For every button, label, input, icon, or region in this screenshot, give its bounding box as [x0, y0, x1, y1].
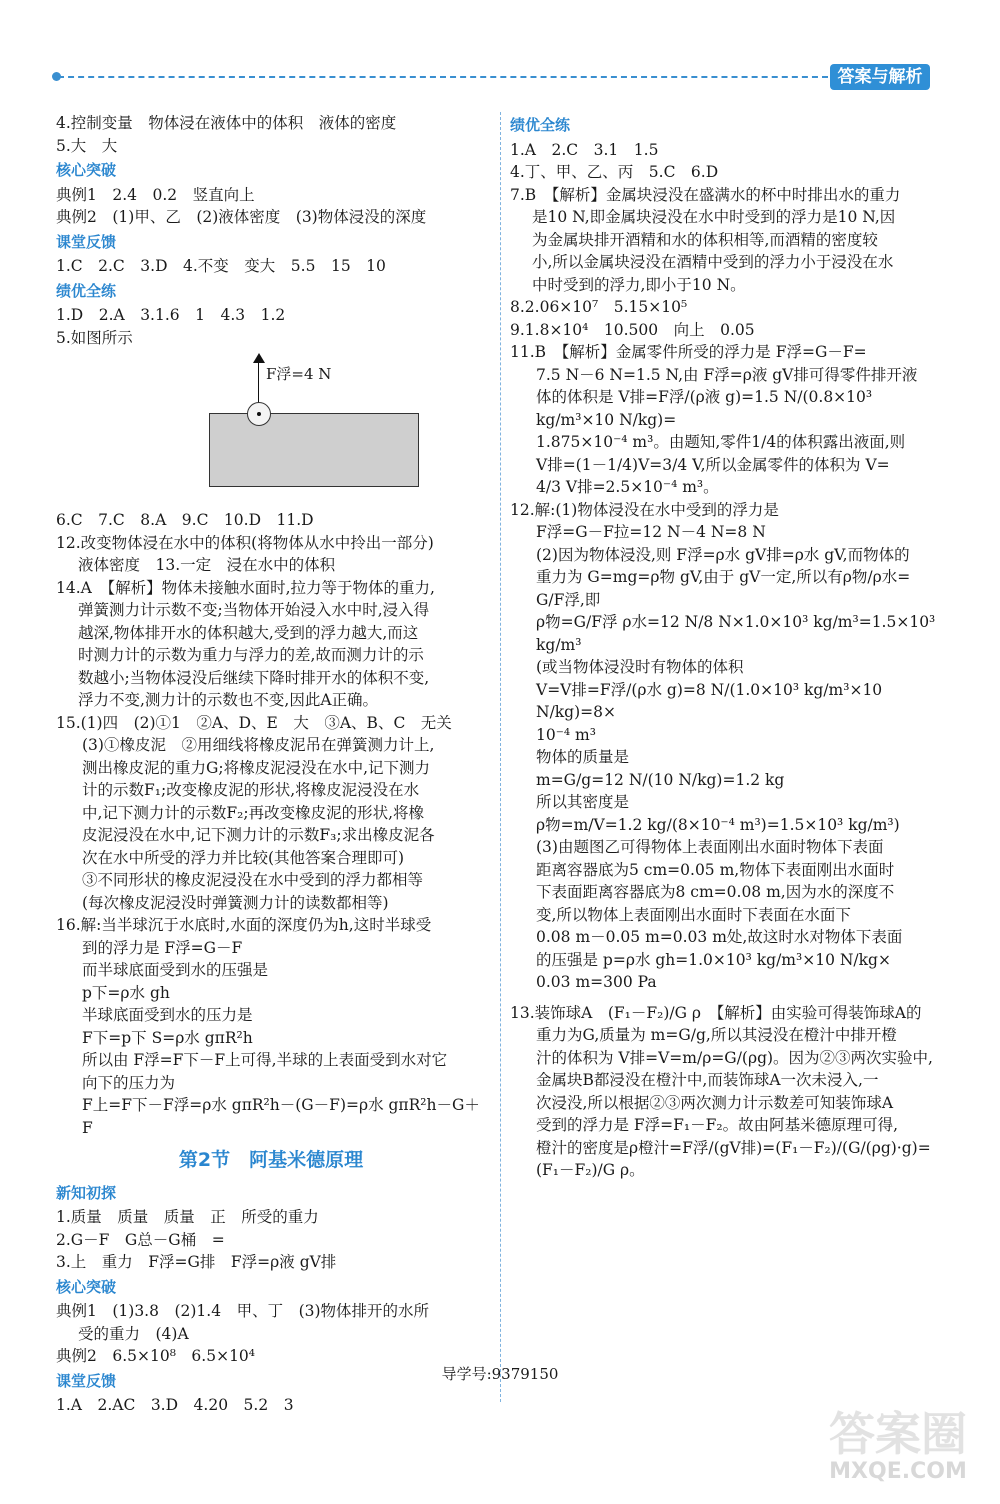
force-label: F浮=4 N — [266, 365, 332, 383]
answer-line: 16.解:当半球沉于水底时,水面的深度仍为h,这时半球受 — [56, 916, 432, 934]
answer-line: 为金属块排开酒精和水的体积相等,而酒精的密度较 — [532, 230, 878, 249]
answer-line: 8.2.06×10⁷ 5.15×10⁵ — [510, 298, 688, 316]
answer-line: 13.装饰球A (F₁－F₂)/G ρ 【解析】由实验可得装饰球A的 — [510, 1003, 922, 1022]
answer-line: 9.1.8×10⁴ 10.500 向上 0.05 — [510, 320, 755, 339]
header-badge: 答案与解析 — [830, 64, 930, 90]
answer-line: 3.上 重力 F浮=G排 F浮=ρ液 gV排 — [56, 1253, 337, 1271]
column-divider — [500, 112, 501, 1402]
answer-line: 典例2 (1)甲、乙 (2)液体密度 (3)物体浸没的深度 — [56, 208, 427, 226]
answer-line: F浮=G－F拉=12 N－4 N=8 N — [536, 523, 766, 541]
ball-center-dot — [257, 412, 261, 416]
question-13 — [510, 1002, 940, 1182]
answer-line: 浮力不变,测力计的示数也不变,因此A正确。 — [78, 691, 379, 709]
question-11 — [510, 341, 940, 499]
answer-line: 物体的质量是 — [536, 748, 630, 766]
answer-line: 到的浮力是 F浮=G－F — [82, 938, 243, 957]
question-15 — [56, 712, 486, 915]
answer-line: 次在水中所受的浮力并比较(其他答案合理即可) — [82, 848, 405, 867]
answer-line: 变,所以物体上表面刚出水面时下表面在水面下 — [536, 905, 851, 924]
answer-line: 而半球底面受到水的压强是 — [82, 961, 269, 979]
answer-line: 典例1 2.4 0.2 竖直向上 — [56, 185, 255, 204]
section-heading-core: 核心突破 — [56, 1277, 117, 1296]
answer-line: 4.丁、甲、乙、丙 5.C 6.D — [510, 163, 719, 181]
answer-line: 典例2 6.5×10⁸ 6.5×10⁴ — [56, 1347, 256, 1365]
answer-line: 皮泥浸没在水中,记下测力计的示数F₃;求出橡皮泥各 — [82, 826, 435, 844]
answer-line: V=V排=F浮/(ρ水 g)=8 N/(1.0×10³ kg/m³×10 N/kg)=8× — [536, 680, 888, 721]
answer-line: F上=F下－F浮=ρ水 gπR²h－(G－F)=ρ水 gπR²h－G＋F — [82, 1096, 480, 1137]
answer-line: (每次橡皮泥浸没时弹簧测力计的读数都相等) — [82, 893, 389, 912]
answer-line: 受的重力 (4)A — [78, 1324, 189, 1343]
answer-line: 金属块B都浸没在橙汁中,而装饰球A一次未浸入,一 — [536, 1071, 879, 1089]
answer-line: 小,所以金属块浸没在酒精中受到的浮力小于浸没在水 — [532, 253, 894, 271]
answer-line: 典例1 (1)3.8 (2)1.4 甲、丁 (3)物体排开的水所 — [56, 1302, 430, 1320]
answer-line: 所以其密度是 — [536, 793, 630, 811]
answer-line: F下=p下 S=ρ水 gπR²h — [82, 1028, 253, 1047]
answer-line: 14.A 【解析】物体未接触水面时,拉力等于物体的重力, — [56, 578, 435, 597]
answer-line: 是10 N,即金属块浸没在水中时受到的浮力是10 N,因 — [532, 208, 896, 226]
answer-line: 5.大 大 — [56, 136, 118, 155]
header-rule — [58, 76, 828, 78]
answer-line: 4.控制变量 物体浸在液体中的体积 液体的密度 — [56, 114, 397, 132]
question-7 — [510, 184, 940, 297]
answer-line: 7.5 N－6 N=1.5 N,由 F浮=ρ液 gV排可得零件排开液 — [536, 365, 918, 384]
answer-line: 中,记下测力计的示数F₂;再改变橡皮泥的形状,将橡 — [82, 803, 425, 822]
answer-line: 测出橡皮泥的重力G;将橡皮泥浸没在水中,记下测力 — [82, 758, 431, 777]
guide-number: 导学号:9379150 — [441, 1365, 559, 1383]
answer-line: 时测力计的示数为重力与浮力的差,故而测力计的示 — [78, 646, 424, 664]
answer-line: 橙汁的密度是ρ橙汁=F浮/(gV排)=(F₁－F₂)/(G/(ρg)·g)=(F₁－F₂)/G ρ。 — [536, 1138, 931, 1179]
answer-line: 数越小;当物体浸没后继续下降时排开水的体积不变, — [78, 668, 430, 687]
section-heading-class: 课堂反馈 — [56, 1371, 117, 1390]
chapter-title: 第2节 阿基米德原理 — [178, 1149, 364, 1171]
answer-line: 向下的压力为 — [82, 1073, 176, 1092]
section-heading-core: 核心突破 — [56, 161, 117, 179]
answer-line: ρ物=m/V=1.2 kg/(8×10⁻⁴ m³)=1.5×10³ kg/m³) — [536, 815, 900, 834]
answer-line: 重力为 G=mg=ρ物 gV,由于 gV一定,所以有ρ物/ρ水= — [536, 568, 911, 586]
answer-line: 体的体积是 V排=F浮/(ρ液 g)=1.5 N/(0.8×10³ kg/m³×10 N/kg)= — [536, 388, 878, 429]
answer-line: 的压强是 p=ρ水 gh=1.0×10³ kg/m³×10 N/kg× — [536, 950, 891, 969]
answer-line: 7.B 【解析】金属块浸没在盛满水的杯中时排出水的重力 — [510, 185, 901, 204]
answer-line: 0.03 m=300 Pa — [536, 973, 657, 991]
answer-line: 半球底面受到水的压力是 — [82, 1006, 253, 1024]
answer-line: V排=(1－1/4)V=3/4 V,所以金属零件的体积为 V= — [536, 455, 890, 474]
water-container — [209, 413, 419, 487]
answer-line: G/F浮,即 — [536, 590, 601, 609]
answer-line: 12.改变物体浸在水中的体积(将物体从水中拎出一部分) — [56, 533, 434, 552]
answer-line: 1.D 2.A 3.1.6 1 4.3 1.2 — [56, 306, 286, 324]
answer-line: 1.C 2.C 3.D 4.不变 变大 5.5 15 10 — [56, 257, 386, 275]
answer-line: 1.A 2.C 3.1 1.5 — [510, 140, 659, 159]
right-column — [510, 112, 940, 1182]
left-column — [56, 112, 486, 1417]
answer-line: 1.质量 质量 质量 正 所受的重力 — [56, 1208, 319, 1226]
answer-line: 10⁻⁴ m³ — [536, 725, 596, 744]
force-diagram — [204, 353, 424, 503]
answer-line: ρ物=G/F浮 ρ水=12 N/8 N×1.0×10³ kg/m³=1.5×10³ kg/m³ — [536, 613, 941, 654]
watermark-line2: MXQE.COM — [829, 1459, 967, 1484]
watermark-line1: 答案圈 — [829, 1407, 967, 1461]
answer-line: 所以由 F浮=F下－F上可得,半球的上表面受到水对它 — [82, 1051, 448, 1069]
answer-line: 计的示数F₁;改变橡皮泥的形状,将橡皮泥浸没在水 — [82, 781, 420, 799]
answer-line: 0.08 m－0.05 m=0.03 m处,故这时水对物体下表面 — [536, 928, 903, 946]
answer-line: 1.875×10⁻⁴ m³。由题知,零件1/4的体积露出液面,则 — [536, 433, 906, 451]
answer-line: p下=ρ水 gh — [82, 983, 170, 1002]
answer-line: 12.解:(1)物体浸没在水中受到的浮力是 — [510, 500, 779, 519]
question-14 — [56, 577, 486, 712]
section-heading-class: 课堂反馈 — [56, 232, 117, 251]
answer-line: 2.G－F G总－G桶 = — [56, 1230, 225, 1249]
answer-line: (2)因为物体浸没,则 F浮=ρ水 gV排=ρ水 gV,而物体的 — [536, 545, 910, 564]
answer-line: 受到的浮力是 F浮=F₁－F₂。故由阿基米德原理可得, — [536, 1116, 899, 1134]
answer-line: m=G/g=12 N/(10 N/kg)=1.2 kg — [536, 770, 785, 789]
answer-line: (3)①橡皮泥 ②用细线将橡皮泥吊在弹簧测力计上, — [82, 736, 435, 754]
answer-line: 距离容器底为5 cm=0.05 m,物体下表面刚出水面时 — [536, 860, 895, 879]
answer-line: 液体密度 13.一定 浸在水中的体积 — [78, 556, 336, 574]
answer-line: 15.(1)四 (2)①1 ②A、D、E 大 ③A、B、C 无关 — [56, 713, 452, 732]
question-12 — [510, 499, 940, 994]
section-heading-new: 新知初探 — [56, 1183, 117, 1202]
answer-line: ③不同形状的橡皮泥浸没在水中受到的浮力都相等 — [82, 871, 424, 889]
answer-line: 弹簧测力计示数不变;当物体开始浸入水中时,浸入得 — [78, 601, 430, 619]
answer-line: 汁的体积为 V排=V=m/ρ=G/(ρg)。因为②③两次实验中, — [536, 1048, 933, 1067]
answer-line: 6.C 7.C 8.A 9.C 10.D 11.D — [56, 511, 314, 529]
answer-line: (或当物体浸没时有物体的体积 — [536, 658, 744, 676]
watermark-logo — [818, 1407, 978, 1490]
answer-line: (3)由题图乙可得物体上表面刚出水面时物体下表面 — [536, 838, 884, 856]
answer-line: 次浸没,所以根据②③两次测力计示数差可知装饰球A — [536, 1093, 894, 1112]
section-heading-excel: 绩优全练 — [56, 281, 117, 300]
answer-line: 4/3 V排=2.5×10⁻⁴ m³。 — [536, 478, 719, 496]
answer-line: 下表面距离容器底为8 cm=0.08 m,因为水的深度不 — [536, 883, 895, 901]
answer-line: 中时受到的浮力,即小于10 N。 — [532, 275, 746, 294]
answer-line: 5.如图所示 — [56, 328, 133, 347]
section-heading-excel: 绩优全练 — [510, 116, 571, 134]
answer-line: 重力为G,质量为 m=G/g,所以其浸没在橙汁中排开橙 — [536, 1026, 897, 1044]
answer-line: 1.A 2.AC 3.D 4.20 5.2 3 — [56, 1396, 294, 1414]
force-arrow-head — [253, 353, 265, 363]
answer-line: 11.B 【解析】金属零件所受的浮力是 F浮=G－F= — [510, 343, 867, 361]
answer-line: 越深,物体排开水的体积越大,受到的浮力越大,而这 — [78, 623, 419, 642]
question-16 — [56, 914, 486, 1139]
